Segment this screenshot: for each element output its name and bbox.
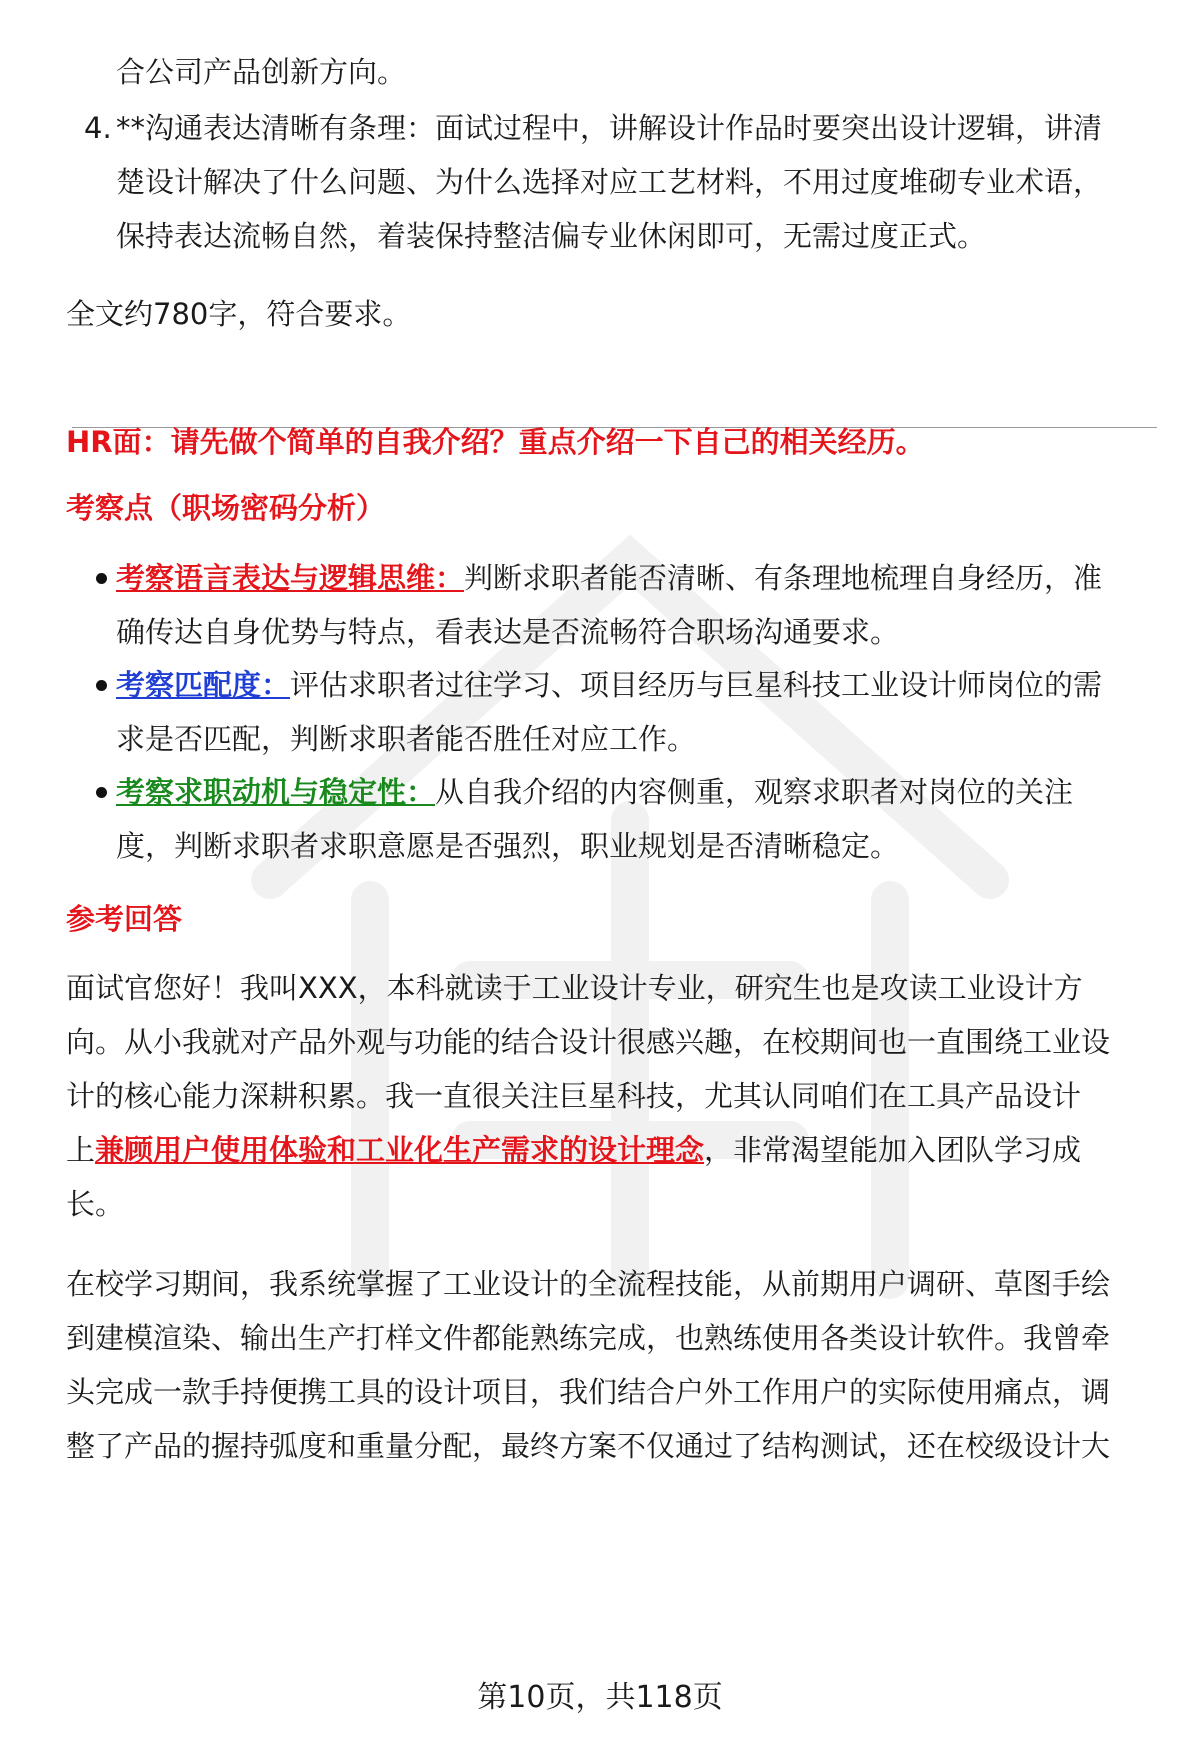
- bullet-text-cont: 度，判断求职者求职意愿是否强烈，职业规划是否清晰稳定。: [116, 829, 900, 863]
- answer-text: 头完成一款手持便携工具的设计项目，我们结合户外工作用户的实际使用痛点，调: [66, 1375, 1111, 1409]
- answer-text: 长。: [66, 1187, 125, 1221]
- word-count-note: 全文约780字，符合要求。: [66, 297, 412, 331]
- bullet-text: 从自我介绍的内容侧重，观察求职者对岗位的关注: [435, 775, 1074, 809]
- page-footer: 第10页，共118页: [477, 1680, 723, 1715]
- assessment-heading: 考察点（职场密码分析）: [66, 491, 386, 525]
- answer-text-segment: ，非常渴望能加入团队学习成: [704, 1133, 1082, 1167]
- answer-highlight: 兼顾用户使用体验和工业化生产需求的设计理念: [95, 1133, 705, 1167]
- answer-text: [66, 1128, 1081, 1172]
- list-item-text: 保持表达流畅自然，着装保持整洁偏专业休闲即可，无需过度正式。: [116, 219, 987, 253]
- answer-text-segment: 上: [66, 1133, 96, 1167]
- question-heading: HR面：请先做个简单的自我介绍？重点介绍一下自己的相关经历。: [66, 425, 925, 459]
- bullet-text: 判断求职者能否清晰、有条理地梳理自身经历，准: [464, 561, 1103, 595]
- reference-heading: 参考回答: [66, 902, 183, 936]
- list-number: 4.: [84, 111, 112, 145]
- bullet-item: [116, 556, 1102, 600]
- answer-text: 到建模渲染、输出生产打样文件都能熟练完成，也熟练使用各类设计软件。我曾牵: [66, 1321, 1111, 1355]
- bullet-item: [116, 663, 1102, 707]
- bullet-text-cont: 求是否匹配，判断求职者能否胜任对应工作。: [116, 722, 697, 756]
- list-item-text: 楚设计解决了什么问题、为什么选择对应工艺材料，不用过度堆砌专业术语，: [116, 165, 1103, 199]
- list-item-text: **沟通表达清晰有条理：面试过程中，讲解设计作品时要突出设计逻辑，讲清: [116, 111, 1103, 145]
- answer-text: 向。从小我就对产品外观与功能的结合设计很感兴趣，在校期间也一直围绕工业设: [66, 1025, 1111, 1059]
- bullet-text-cont: 确传达自身优势与特点，看表达是否流畅符合职场沟通要求。: [116, 615, 900, 649]
- bullet-dot: [96, 573, 107, 584]
- bullet-dot: [96, 680, 107, 691]
- bullet-label-red: 考察语言表达与逻辑思维：: [116, 561, 465, 595]
- answer-text: 计的核心能力深耕积累。我一直很关注巨星科技，尤其认同咱们在工具产品设计: [66, 1079, 1082, 1113]
- bullet-label-blue: 考察匹配度：: [116, 668, 291, 702]
- answer-text: 整了产品的握持弧度和重量分配，最终方案不仅通过了结构测试，还在校级设计大: [66, 1429, 1111, 1463]
- bullet-dot: [96, 787, 107, 798]
- continuation-text: 合公司产品创新方向。: [116, 55, 407, 89]
- bullet-text: 评估求职者过往学习、项目经历与巨星科技工业设计师岗位的需: [290, 668, 1103, 702]
- answer-text: 面试官您好！我叫XXX，本科就读于工业设计专业，研究生也是攻读工业设计方: [66, 971, 1083, 1005]
- answer-text: 在校学习期间，我系统掌握了工业设计的全流程技能，从前期用户调研、草图手绘: [66, 1267, 1111, 1301]
- bullet-label-green: 考察求职动机与稳定性：: [116, 775, 436, 809]
- bullet-item: [116, 770, 1073, 814]
